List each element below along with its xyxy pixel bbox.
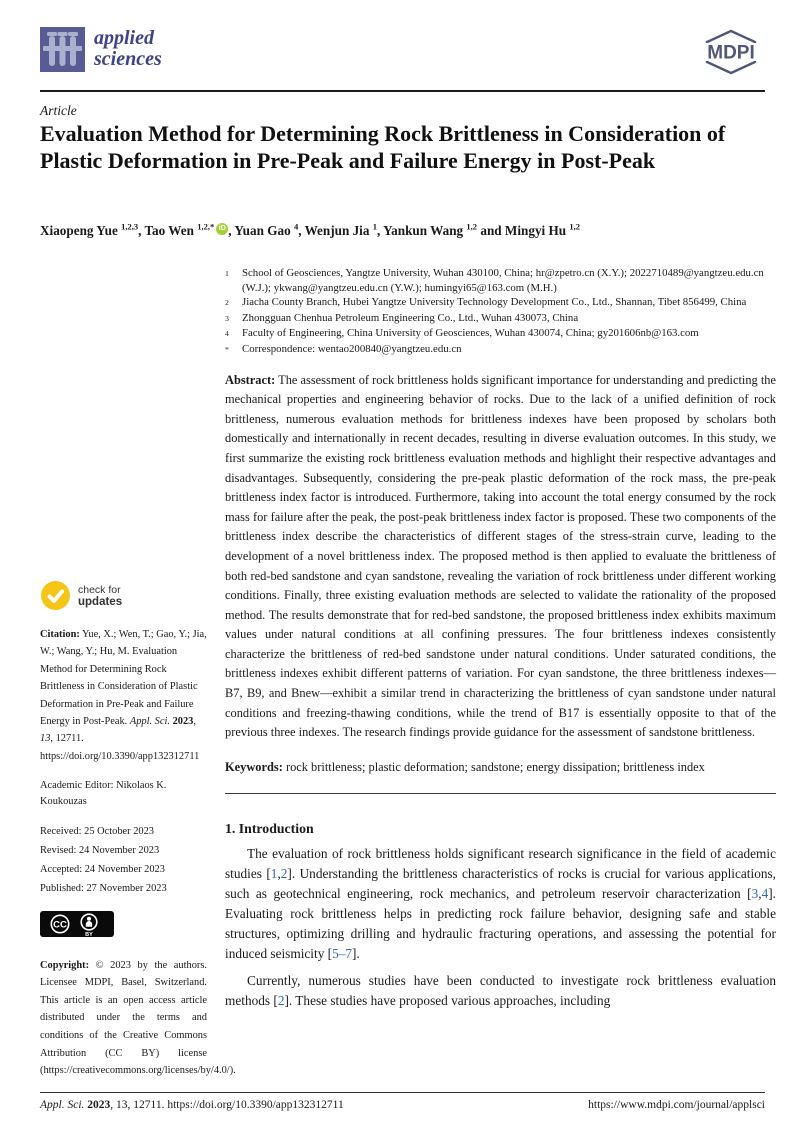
orcid-icon[interactable]: iD xyxy=(216,223,228,235)
journal-logo xyxy=(40,27,162,72)
header xyxy=(40,27,765,80)
affiliation-marker: * xyxy=(225,344,229,354)
check-line1: check for xyxy=(78,583,121,596)
affiliation-text: Jiacha County Branch, Hubei Yangtze University Technology Development Co., Ltd., Shannan, Tibet 856499, China xyxy=(242,296,747,309)
abstract-text: The assessment of rock brittleness holds significant importance for understanding and predicting the mechanical properties and engineering behavior of rocks. Due to the lack of a unified definition of rock brittleness, numerous evaluation methods for brittleness indexes have been proposed by scholars both domestically and internationally in recent decades, resulting in diverse evaluation outcomes. In this study, we first summarize the existing rock brittleness evaluation methods and highlight their respective advantages and disadvantages. Subsequently, considering the pre-peak plastic deformation of the rock mass, the pre-peak brittleness index factor is introduced. Furthermore, taking into account the total energy consumed by the rock mass for failure after the peak, the post-peak brittleness index factor is proposed. These two components of the brittleness index describe the characteristics of different stages of the stress-strain curve, leading to the development of a novel brittleness index. The proposed method is then applied to evaluate the brittleness of both red-bed sandstone and cyan sandstone, revealing the variation of rock brittleness under different working conditions. Finally, three existing evaluation methods are selected to validate the rationality of the proposed method. The results demonstrate that for red-bed sandstone, the proposed brittleness index exhibits maximum values under natural conditions at all confining pressures. The four brittleness indexes consistently characterize the brittleness of red-bed sandstone under natural conditions. Under saturated conditions, the brittleness indexes exhibit different patterns of variation. For cyan sandstone, the three brittleness indexes—B7, B9, and Bnew—exhibit a similar trend in characterizing the brittleness of cyan sandstone under natural conditions and freezing-thawing conditions, while the trend of B17 is essentially opposite to that of the previous three indexes. The research findings provide guidance for the assessment of sandstone brittleness. xyxy=(225,372,777,740)
cc-by-license-badge[interactable] xyxy=(40,911,207,943)
affiliation-text: Correspondence: wentao200840@yangtzeu.edu.cn xyxy=(242,342,462,355)
affiliations-list xyxy=(225,266,776,358)
journal-name-line1: applied xyxy=(94,27,154,49)
intro-paragraph-2: Currently, numerous studies have been conducted to investigate rock brittleness evaluation methods [2]. These studies have proposed various approaches, including xyxy=(225,973,776,1009)
section-heading-introduction: 1. Introduction xyxy=(225,821,314,837)
check-line2: updates xyxy=(78,595,123,608)
citation-ref[interactable]: 1 xyxy=(270,866,278,882)
keywords-text: rock brittleness; plastic deformation; sandstone; energy dissipation; brittleness index xyxy=(285,759,705,774)
history-dates xyxy=(40,822,207,898)
sidebar xyxy=(40,580,236,1080)
footer-divider xyxy=(40,1092,765,1093)
affiliation-item xyxy=(225,295,776,311)
authors-line: Xiaopeng Yue $^{1,2,3}$, Tao Wen $^{1,2,*}$ iD , Yuan Gao $^4$, Wenjun Jia $^1$, Yankun Wang $^{1,2}$ and Mingyi Hu $^{1,2}$ xyxy=(40,221,581,238)
abstract-label: Abstract: xyxy=(225,372,276,387)
keywords xyxy=(225,758,776,778)
copyright-block: Copyright: © 2023 by the authors. Licensee MDPI, Basel, Switzerland. This article is an open access article distributed under the terms and conditions of the Creative Commons Attribution (CC BY) license (https://creativecommons.org/licenses/by/4.0/). xyxy=(40,959,236,1077)
page-title: Evaluation Method for Determining Rock Brittleness in Consideration of Plastic Deformation in Pre-Peak and Failure Energy in Post-Peak xyxy=(40,121,726,173)
affiliation-item xyxy=(225,326,776,342)
affiliation-marker: 3 xyxy=(225,313,229,323)
main-column xyxy=(225,266,776,1011)
date-revised: Revised: 24 November 2023 xyxy=(40,845,160,857)
affiliation-marker: 1 xyxy=(225,269,229,278)
journal-name-line2: sciences xyxy=(94,48,162,70)
footer xyxy=(40,1099,765,1111)
affiliation-item xyxy=(225,266,776,295)
citation-ref[interactable]: 4 xyxy=(761,886,769,902)
svg-text:CC: CC xyxy=(53,919,67,931)
svg-text:BY: BY xyxy=(85,932,93,938)
article-type-label: Article xyxy=(40,103,77,118)
footer-citation: Appl. Sci. 2023, 13, 12711. https://doi.org/10.3390/app132312711 xyxy=(40,1099,344,1111)
affiliation-marker: 2 xyxy=(225,298,229,308)
check-for-updates-label xyxy=(78,584,122,608)
intro-paragraph-1: The evaluation of rock brittleness holds significant research significance in the field of academic studies [1,2]. Understanding the brittleness characteristics of rocks is crucial for various applications, such as geotechnical engineering, rock mechanics, and petroleum reservoir characterization [3,4]. Evaluating rock brittleness helps in predicting rock failure behavior, designing safe and stable structures, optimizing drilling and hydraulic fracturing operations, and assessing the potential for induced seismicity [5–7]. xyxy=(225,846,776,962)
affiliation-text: School of Geosciences, Yangtze University, Wuhan 430100, China; hr@zpetro.cn (X.Y.); 2022710489@yangtzeu.edu.cn (W.J.); ykwang@yangtzeu.edu.cn (Y.W.); humingyi65@163.com (M.H.) xyxy=(242,267,764,294)
mdpi-logo xyxy=(697,29,765,80)
keywords-label: Keywords: xyxy=(225,759,283,774)
affiliation-text: Faculty of Engineering, China University of Geosciences, Wuhan 430074, China; gy201606nb@163.com xyxy=(242,327,699,340)
affiliation-text: Zhongguan Chenhua Petroleum Engineering Co., Ltd., Wuhan 430073, China xyxy=(242,311,579,324)
test-tubes-icon xyxy=(40,27,85,72)
citation-block: Citation: Yue, X.; Wen, T.; Gao, Y.; Jia, W.; Wang, Y.; Hu, M. Evaluation Method for Determining Rock Brittleness in Consideration of Plastic Deformation in Pre-Peak and Failure Energy in Post-Peak. Appl. Sci. 2023, 13, 12711. https://doi.org/10.3390/app132312711 xyxy=(40,629,207,762)
date-published: Published: 27 November 2023 xyxy=(40,883,167,895)
footer-journal-url[interactable]: https://www.mdpi.com/journal/applsci xyxy=(588,1099,765,1111)
section-divider xyxy=(225,793,776,794)
journal-name xyxy=(94,28,162,70)
check-icon xyxy=(40,580,71,611)
affiliation-item xyxy=(225,342,776,358)
mdpi-wordmark: MDPI xyxy=(707,42,755,64)
academic-editor: Academic Editor: Nikolaos K. Koukouzas xyxy=(40,780,167,807)
citation-ref[interactable]: 2 xyxy=(280,866,288,882)
affiliation-item xyxy=(225,311,776,327)
citation-ref[interactable]: 3 xyxy=(751,886,759,902)
check-for-updates-badge[interactable] xyxy=(40,580,207,611)
citation-ref[interactable]: 5–7 xyxy=(332,946,353,962)
header-divider xyxy=(40,90,765,92)
date-accepted: Accepted: 24 November 2023 xyxy=(40,864,165,876)
date-received: Received: 25 October 2023 xyxy=(40,826,154,838)
affiliation-marker: 4 xyxy=(225,329,229,339)
applied-sciences-logo-icon xyxy=(40,27,85,72)
citation-ref[interactable]: 2 xyxy=(277,993,285,1009)
abstract xyxy=(225,371,776,743)
